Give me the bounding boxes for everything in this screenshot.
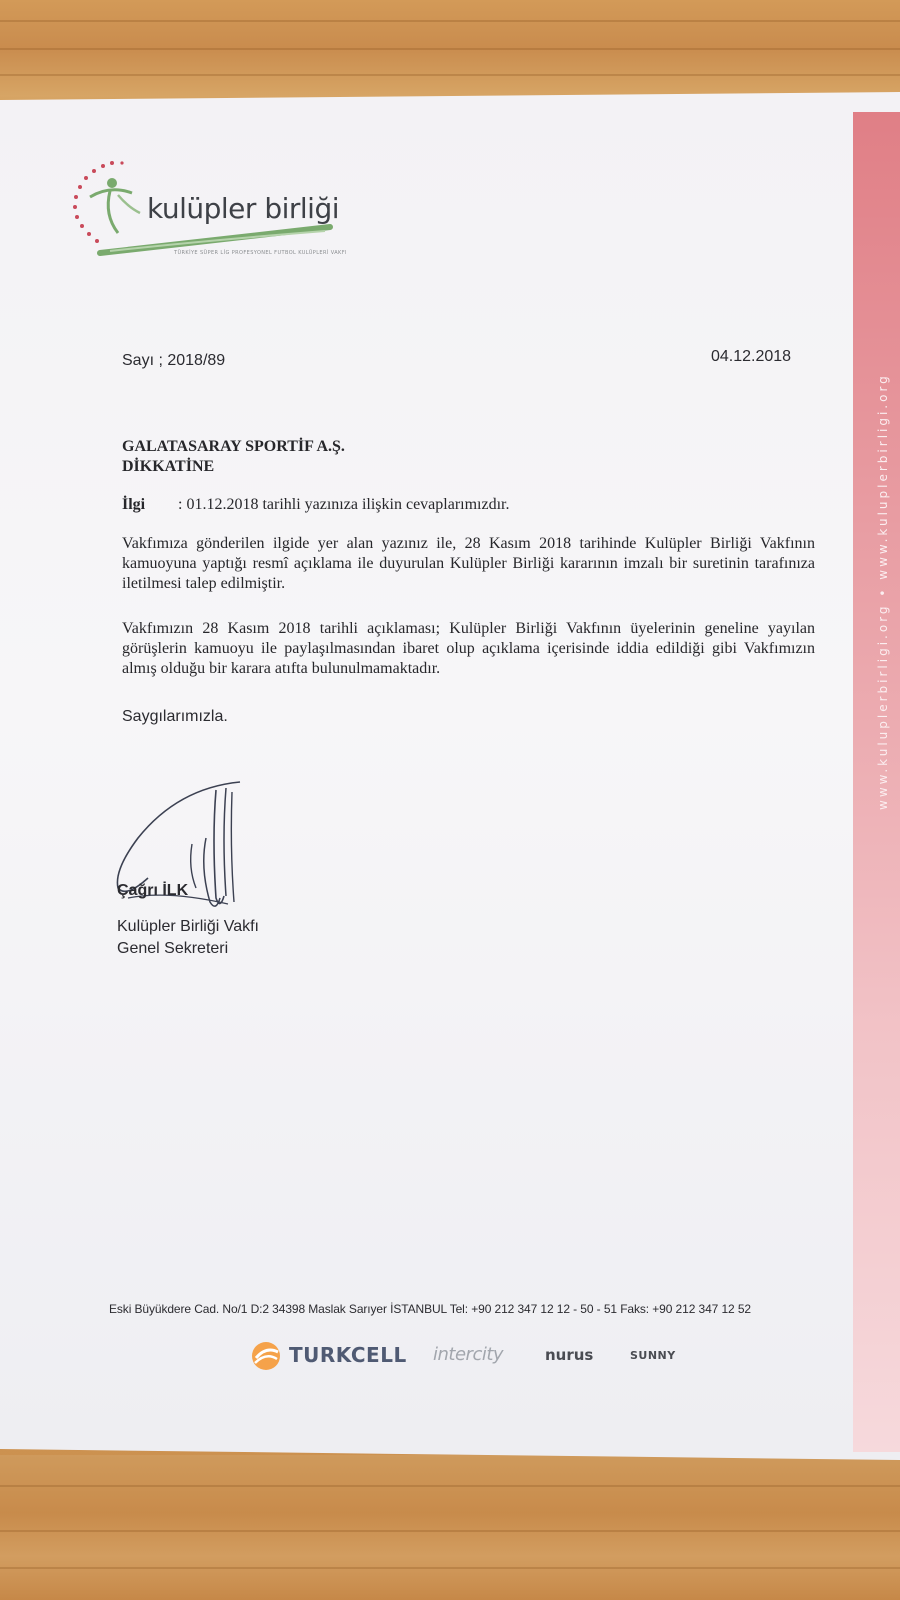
letter-date: 04.12.2018 bbox=[711, 348, 792, 365]
subject-line bbox=[122, 496, 509, 514]
desk-surface bbox=[0, 1455, 900, 1600]
subject-text: : 01.12.2018 tarihli yazınıza ilişkin cevaplarımızdır. bbox=[178, 496, 510, 513]
signer-title: Genel Sekreteri bbox=[117, 940, 229, 957]
wood-grain bbox=[0, 74, 900, 76]
addressee-block bbox=[122, 437, 345, 477]
turkcell-logo-icon bbox=[250, 1340, 282, 1372]
side-website-text: www.kuluplerbirligi.org • www.kuluplerbirligi.org bbox=[876, 373, 890, 810]
sponsor-intercity: intercity bbox=[433, 1344, 504, 1365]
addressee-name: GALATASARAY SPORTİF A.Ş. bbox=[122, 438, 345, 455]
letter-reference-number: Sayı ; 2018/89 bbox=[122, 352, 226, 369]
sponsor-turkcell: TURKCELL bbox=[289, 1343, 407, 1367]
signer-organization: Kulüpler Birliği Vakfı bbox=[117, 918, 259, 935]
subject-label: İlgi bbox=[122, 496, 146, 513]
handwritten-signature bbox=[108, 778, 268, 928]
letterhead-organization: kulüpler birliği bbox=[147, 192, 339, 225]
closing-salutation: Saygılarımızla. bbox=[122, 708, 228, 725]
wood-grain bbox=[0, 1485, 900, 1487]
addressee-attention: DİKKATİNE bbox=[122, 458, 215, 475]
wood-grain bbox=[0, 1530, 900, 1532]
wood-grain bbox=[0, 1567, 900, 1569]
letterhead-subtitle: TÜRKİYE SÜPER LİG PROFESYONEL FUTBOL KULÜPLERİ VAKFI bbox=[174, 250, 347, 256]
body-paragraph-1: Vakfımıza gönderilen ilgide yer alan yazınız ile, 28 Kasım 2018 tarihinde Kulüpler Birliği Vakfının kamuoyuna yaptığı resmî açıklama ile duyurulan Kulüpler Birliği kararının imzalı bir suretinin tarafınıza iletilmesi talep edilmiştir. bbox=[122, 535, 815, 592]
body-paragraph-2: Vakfımızın 28 Kasım 2018 tarihli açıklaması; Kulüpler Birliği Vakfının üyelerinin geneline yayılan görüşlerin kamuoyu ile paylaşılmasından ibaret olup açıklama içerisinde iddia edildiği gibi Vakfımızın almış olduğu bir karara atıfta bulunulmamaktadır. bbox=[122, 620, 815, 677]
wood-grain bbox=[0, 48, 900, 50]
signer-name: Çağrı İLK bbox=[117, 882, 189, 899]
sponsor-sunny: SUNNY bbox=[630, 1349, 676, 1362]
letter-paper bbox=[0, 92, 900, 1460]
sponsor-nurus: nurus bbox=[545, 1346, 594, 1364]
footer-address: Eski Büyükdere Cad. No/1 D:2 34398 Maslak Sarıyer İSTANBUL Tel: +90 212 347 12 12 - 50 - 51 Faks: +90 212 347 12 52 bbox=[109, 1302, 751, 1316]
wood-grain bbox=[0, 20, 900, 22]
